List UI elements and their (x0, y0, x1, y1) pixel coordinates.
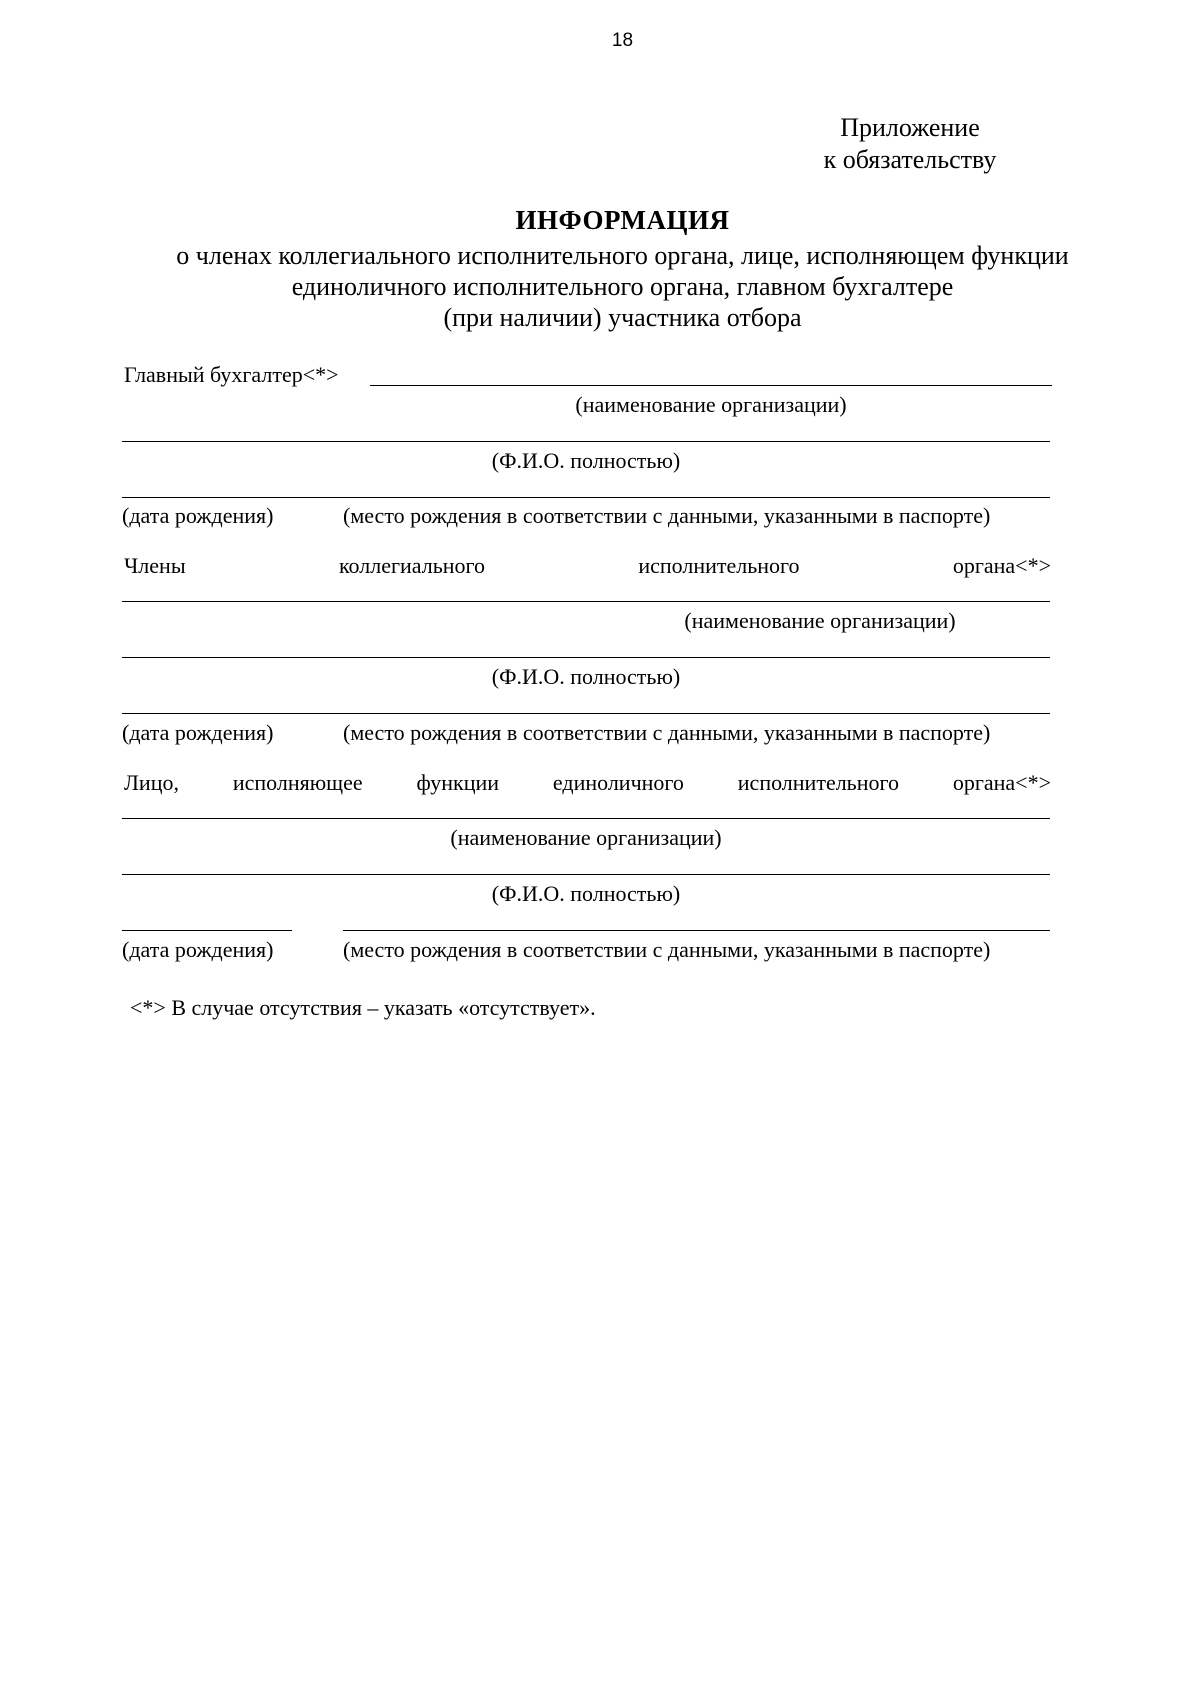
label-word: единоличного (552, 770, 684, 795)
label-word: Лицо, (124, 770, 179, 795)
footnote: <*> В случае отсутствия – указать «отсутствует». (130, 995, 596, 1020)
fio-caption: (Ф.И.О. полностью) (491, 448, 681, 473)
fio-caption: (Ф.И.О. полностью) (491, 664, 681, 689)
label-word: органа<*> (952, 553, 1051, 578)
org-name-caption: (наименование организации) (575, 392, 847, 417)
label-word: исполнительного (638, 553, 800, 578)
subtitle-line-2: единоличного исполнительного органа, главном бухгалтере (291, 272, 954, 301)
sole-executive-birthplace-field[interactable] (343, 930, 1050, 931)
page-number: 18 (611, 30, 634, 51)
board-members-fio-field[interactable] (122, 657, 1050, 658)
appendix-line-1: Приложение (840, 113, 980, 142)
birthplace-caption: (место рождения в соответствии с данными, указанными в паспорте) (343, 503, 991, 528)
label-word: органа<*> (952, 770, 1051, 795)
subtitle-line-3: (при наличии) участника отбора (443, 303, 802, 332)
fio-caption: (Ф.И.О. полностью) (491, 881, 681, 906)
subtitle-line-1: о членах коллегиального исполнительного органа, лице, исполняющем функции (176, 241, 1069, 270)
appendix-heading (780, 112, 1040, 176)
label-word: исполнительного (737, 770, 899, 795)
sole-executive-dob-field[interactable] (122, 930, 292, 931)
label-word: исполняющее (232, 770, 363, 795)
chief-accountant-label: Главный бухгалтер<*> (124, 362, 339, 387)
org-name-caption: (наименование организации) (450, 825, 722, 850)
sole-executive-org-field[interactable] (122, 818, 1050, 819)
document-subtitle (0, 240, 1200, 333)
board-members-label (124, 553, 1051, 579)
chief-accountant-birth-field[interactable] (122, 497, 1050, 498)
sole-executive-fio-field[interactable] (122, 874, 1050, 875)
chief-accountant-fio-field[interactable] (122, 441, 1050, 442)
org-name-caption: (наименование организации) (684, 608, 956, 633)
dob-caption: (дата рождения) (122, 503, 274, 528)
chief-accountant-org-field[interactable] (370, 385, 1052, 386)
birthplace-caption: (место рождения в соответствии с данными, указанными в паспорте) (343, 937, 991, 962)
dob-caption: (дата рождения) (122, 720, 274, 745)
document-title: ИНФОРМАЦИЯ (515, 205, 730, 235)
birthplace-caption: (место рождения в соответствии с данными, указанными в паспорте) (343, 720, 991, 745)
label-word: коллегиального (338, 553, 485, 578)
sole-executive-label (124, 770, 1051, 796)
board-members-birth-field[interactable] (122, 713, 1050, 714)
appendix-line-2: к обязательству (823, 145, 997, 174)
label-word: Члены (124, 553, 186, 578)
dob-caption: (дата рождения) (122, 937, 274, 962)
board-members-org-field[interactable] (122, 601, 1050, 602)
label-word: функции (416, 770, 500, 795)
